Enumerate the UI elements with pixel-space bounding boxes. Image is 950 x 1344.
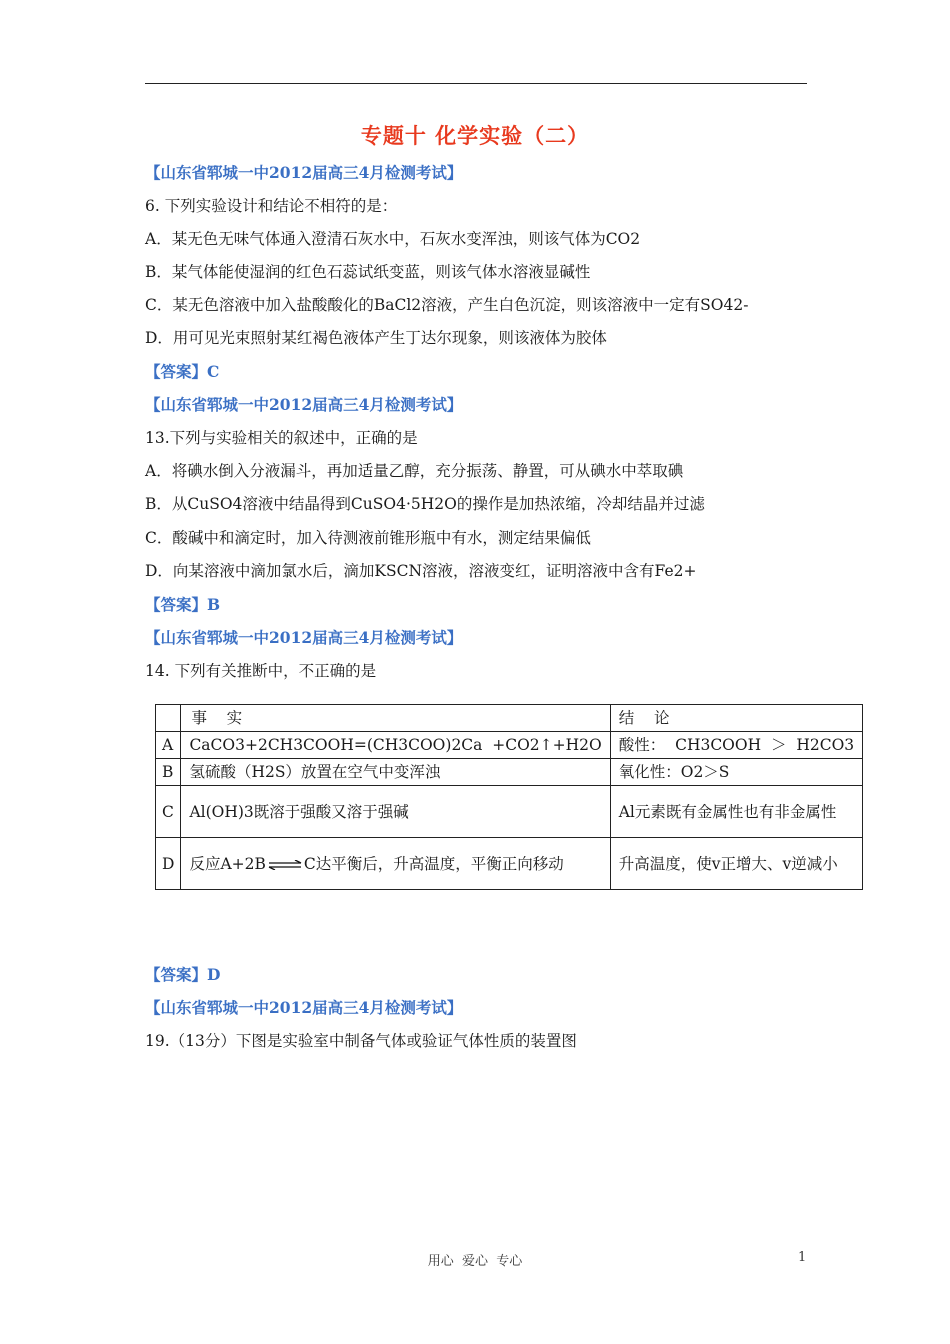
page-number: 1 bbox=[798, 1250, 807, 1265]
table-header-conclusion: 结 论 bbox=[610, 705, 862, 732]
question-13-option-a: A．将碘水倒入分液漏斗，再加适量乙醇，充分振荡、静置，可从碘水中萃取碘 bbox=[145, 462, 684, 480]
question-13-answer: 【答案】B bbox=[145, 595, 221, 614]
table-row bbox=[156, 838, 863, 890]
table-row-key: A bbox=[156, 732, 181, 759]
table-row-conclusion: 升高温度，使v正增大、v逆减小 bbox=[610, 838, 862, 890]
source-label: 【山东省郓城一中2012届高三4月检测考试】 bbox=[145, 395, 463, 414]
table-row-key: D bbox=[156, 838, 181, 890]
question-19-stem: 19.（13分）下图是实验室中制备气体或验证气体性质的装置图 bbox=[145, 1032, 577, 1050]
facts-table bbox=[155, 704, 863, 890]
question-14-answer: 【答案】D bbox=[145, 965, 221, 984]
table-header-cell bbox=[156, 705, 181, 732]
table-row-conclusion: 酸性： CH3COOH ＞ H2CO3 bbox=[610, 732, 862, 759]
reaction-text-before: 反应A+2B bbox=[189, 854, 266, 873]
page-title: 专题十 化学实验（二） bbox=[360, 123, 590, 148]
table-header-fact: 事 实 bbox=[181, 705, 610, 732]
question-6-stem: 6. 下列实验设计和结论不相符的是： bbox=[145, 197, 398, 215]
table-row-conclusion: Al元素既有金属性也有非金属性 bbox=[610, 786, 862, 838]
question-13-stem: 13.下列与实验相关的叙述中，正确的是 bbox=[145, 429, 418, 447]
equilibrium-arrow-icon bbox=[268, 860, 302, 870]
question-6-option-c: C．某无色溶液中加入盐酸酸化的BaCl2溶液，产生白色沉淀，则该溶液中一定有SO42- bbox=[145, 296, 749, 314]
question-13-option-d: D．向某溶液中滴加氯水后，滴加KSCN溶液，溶液变红，证明溶液中含有Fe2+ bbox=[145, 562, 697, 580]
table-row-fact: Al(OH)3既溶于强酸又溶于强碱 bbox=[181, 786, 610, 838]
question-6-option-b: B．某气体能使湿润的红色石蕊试纸变蓝，则该气体水溶液显碱性 bbox=[145, 263, 591, 281]
source-label: 【山东省郓城一中2012届高三4月检测考试】 bbox=[145, 163, 463, 182]
source-label: 【山东省郓城一中2012届高三4月检测考试】 bbox=[145, 998, 463, 1017]
question-13-option-b: B．从CuSO4溶液中结晶得到CuSO4·5H2O的操作是加热浓缩，冷却结晶并过滤 bbox=[145, 495, 705, 513]
header-rule bbox=[145, 83, 807, 84]
question-14-stem: 14. 下列有关推断中，不正确的是 bbox=[145, 662, 377, 680]
page-footer: 用心 爱心 专心 bbox=[427, 1254, 523, 1269]
question-6-option-a: A．某无色无味气体通入澄清石灰水中，石灰水变浑浊，则该气体为CO2 bbox=[145, 230, 641, 248]
table-header-row bbox=[156, 705, 863, 732]
table-row-fact bbox=[181, 838, 610, 890]
question-6-option-d: D．用可见光束照射某红褐色液体产生丁达尔现象，则该液体为胶体 bbox=[145, 329, 607, 347]
question-13-option-c: C．酸碱中和滴定时，加入待测液前锥形瓶中有水，测定结果偏低 bbox=[145, 529, 591, 547]
table-row bbox=[156, 786, 863, 838]
table-row-key: C bbox=[156, 786, 181, 838]
question-6-answer: 【答案】C bbox=[145, 362, 220, 381]
table-row bbox=[156, 759, 863, 786]
table-row-fact: CaCO3+2CH3COOH=(CH3COO)2Ca +CO2↑+H2O bbox=[181, 732, 610, 759]
source-label: 【山东省郓城一中2012届高三4月检测考试】 bbox=[145, 628, 463, 647]
reaction-text-after: C达平衡后，升高温度，平衡正向移动 bbox=[303, 854, 564, 873]
table-row-key: B bbox=[156, 759, 181, 786]
table-row-fact: 氢硫酸（H2S）放置在空气中变浑浊 bbox=[181, 759, 610, 786]
table-row-conclusion: 氧化性：O2＞S bbox=[610, 759, 862, 786]
table-row bbox=[156, 732, 863, 759]
